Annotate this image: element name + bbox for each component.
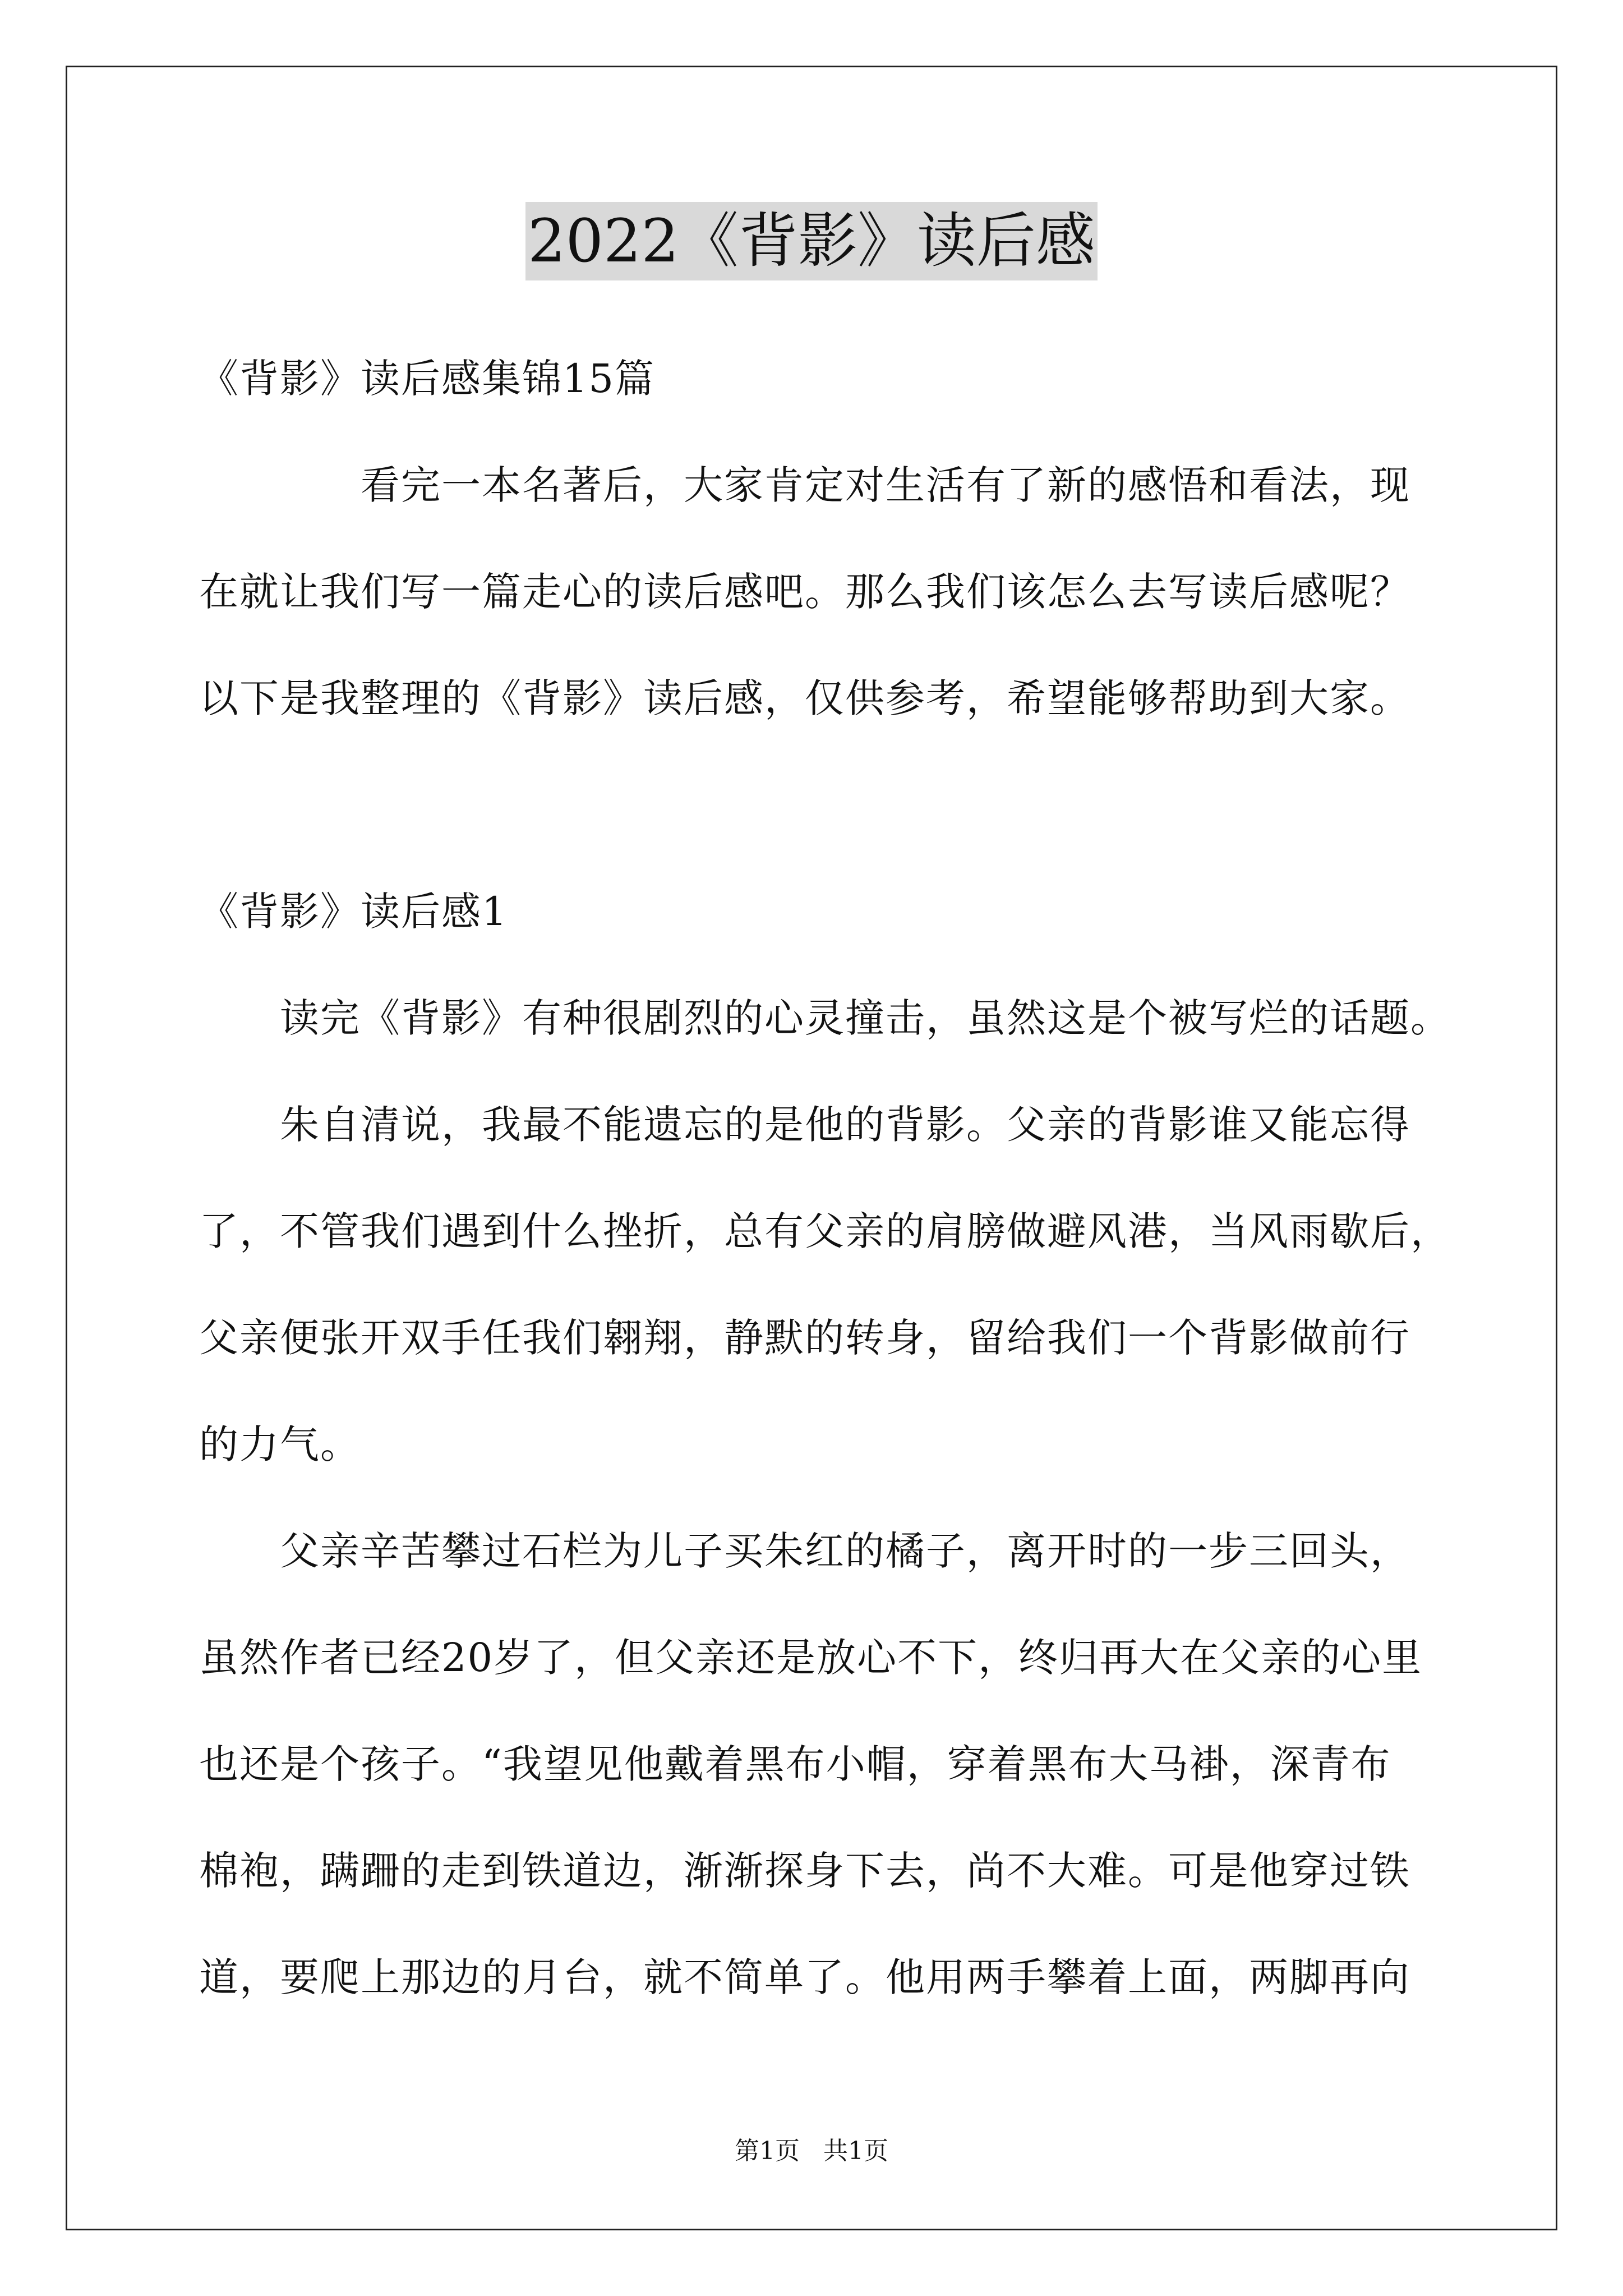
text-line-6: 朱自清说，我最不能遗忘的是他的背影。父亲的背影谁又能忘得 xyxy=(199,1102,1410,1148)
text-line-14: 道，要爬上那边的月台，就不简单了。他用两手攀着上面，两脚再向 xyxy=(199,1954,1410,2000)
text-line-10: 父亲辛苦攀过石栏为儿子买朱红的橘子，离开时的一步三回头， xyxy=(199,1528,1410,1574)
text-line-2: 在就让我们写一篇走心的读后感吧。那么我们该怎么去写读后感呢？ xyxy=(199,569,1410,615)
section-heading-1: 《背影》读后感1 xyxy=(199,889,508,935)
text-line-1: 看完一本名著后，大家肯定对生活有了新的感悟和看法，现 xyxy=(199,462,1410,508)
text-line-3: 以下是我整理的《背影》读后感，仅供参考，希望能够帮助到大家。 xyxy=(199,675,1410,721)
text-line-13: 棉袍，蹒跚的走到铁道边，渐渐探身下去，尚不大难。可是他穿过铁 xyxy=(199,1848,1410,1894)
subtitle-line: 《背影》读后感集锦15篇 xyxy=(199,356,656,402)
page-footer: 第1页 共1页 xyxy=(735,2137,888,2165)
title-container xyxy=(0,202,1623,280)
document-title: 2022《背影》读后感 xyxy=(525,202,1098,280)
text-line-5: 读完《背影》有种很剧烈的心灵撞击，虽然这是个被写烂的话题。 xyxy=(199,995,1451,1041)
text-line-11: 虽然作者已经20岁了，但父亲还是放心不下，终归再大在父亲的心里 xyxy=(199,1635,1423,1681)
text-line-12: 也还是个孩子。“我望见他戴着黑布小帽，穿着黑布大马褂，深青布 xyxy=(199,1741,1391,1787)
text-line-8: 父亲便张开双手任我们翱翔，静默的转身，留给我们一个背影做前行 xyxy=(199,1315,1410,1361)
text-line-9: 的力气。 xyxy=(199,1421,361,1467)
text-line-7: 了，不管我们遇到什么挫折，总有父亲的肩膀做避风港，当风雨歇后， xyxy=(199,1208,1451,1254)
